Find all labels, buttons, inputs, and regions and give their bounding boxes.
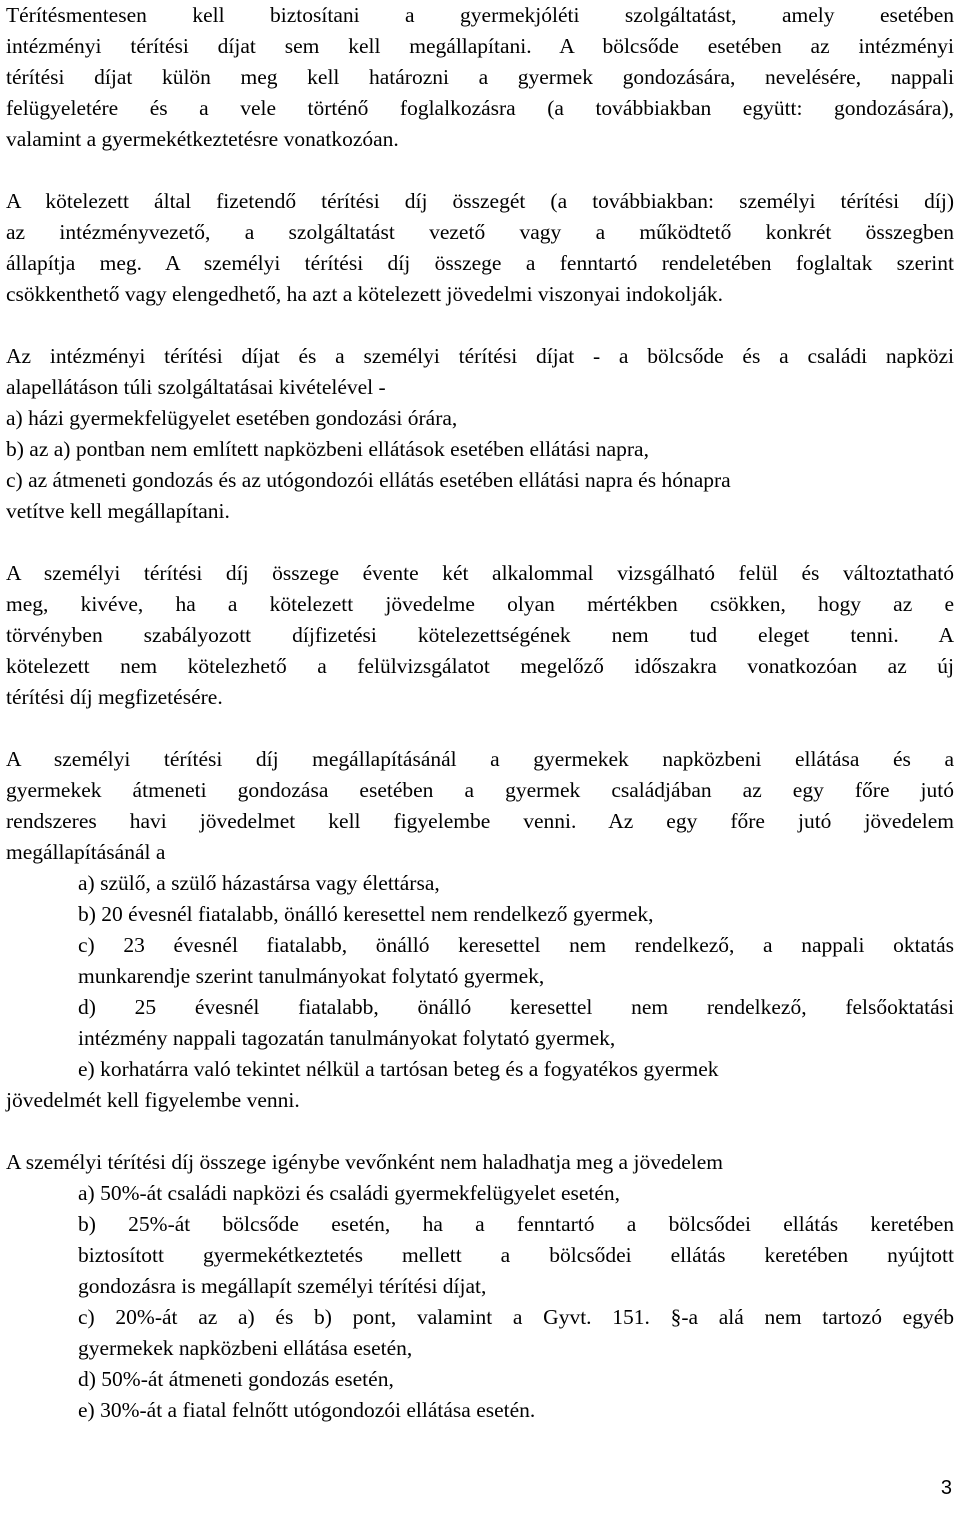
paragraph bbox=[6, 1147, 954, 1426]
text-line: biztosított gyermekétkeztetés mellett a bölcsődei ellátás keretében nyújtott bbox=[78, 1243, 954, 1267]
text-line: rendszeres havi jövedelmet kell figyelembe venni. Az egy főre jutó jövedelem bbox=[6, 809, 954, 833]
text-line: A személyi térítési díj összege igénybe vevőnként nem haladhatja meg a jövedelem bbox=[6, 1150, 724, 1174]
text-line: d) 50%-át átmeneti gondozás esetén, bbox=[78, 1367, 394, 1391]
text-line: Térítésmentesen kell biztosítani a gyermekjóléti szolgáltatást, amely esetében bbox=[6, 3, 954, 27]
page-number: 3 bbox=[940, 1477, 952, 1499]
text-line: intézményi térítési díjat sem kell megállapítani. A bölcsőde esetében az intézményi bbox=[6, 34, 954, 58]
text-line: d) 25 évesnél fiatalabb, önálló keresettel nem rendelkező, felsőoktatási bbox=[78, 995, 954, 1019]
text-line: c) 20%-át az a) és b) pont, valamint a Gyvt. 151. §-a alá nem tartozó egyéb bbox=[78, 1305, 954, 1329]
text-line: b) 20 évesnél fiatalabb, önálló keresettel nem rendelkező gyermek, bbox=[78, 902, 654, 926]
text-line: a) szülő, a szülő házastársa vagy élettársa, bbox=[78, 871, 440, 895]
text-line: alapellátáson túli szolgáltatásai kivételével - bbox=[6, 375, 386, 399]
text-line: e) 30%-át a fiatal felnőtt utógondozói ellátása esetén. bbox=[78, 1398, 536, 1422]
paragraph bbox=[6, 744, 954, 1116]
text-line: e) korhatárra való tekintet nélkül a tartósan beteg és a fogyatékos gyermek bbox=[78, 1057, 719, 1081]
text-line: térítési díjat külön meg kell határozni a gyermek gondozására, nevelésére, nappali bbox=[6, 65, 954, 89]
text-line: b) 25%-át bölcsőde esetén, ha a fenntartó a bölcsődei ellátás keretében bbox=[78, 1212, 954, 1236]
text-line: munkarendje szerint tanulmányokat folytató gyermek, bbox=[78, 964, 545, 988]
text-line: c) 23 évesnél fiatalabb, önálló keresettel nem rendelkező, a nappali oktatás bbox=[78, 933, 954, 957]
paragraph bbox=[6, 558, 954, 713]
text-line: állapítja meg. A személyi térítési díj összege a fenntartó rendeletében foglaltak szerint bbox=[6, 251, 954, 275]
text-line: jövedelmét kell figyelembe venni. bbox=[6, 1088, 300, 1112]
text-line: meg, kivéve, ha a kötelezett jövedelme olyan mértékben csökken, hogy az e bbox=[6, 592, 954, 616]
paragraph bbox=[6, 186, 954, 310]
text-line: A személyi térítési díj összege évente két alkalommal vizsgálható felül és változtatható bbox=[6, 561, 954, 585]
paragraph bbox=[6, 0, 954, 155]
text-line: törvényben szabályozott díjfizetési kötelezettségének nem tud eleget tenni. A bbox=[6, 623, 954, 647]
text-line: felügyeletére és a vele történő foglalkozásra (a továbbiakban együtt: gondozására), bbox=[6, 96, 954, 120]
text-line: gondozásra is megállapít személyi térítési díjat, bbox=[78, 1274, 487, 1298]
document-page bbox=[6, 0, 954, 1457]
text-line: csökkenthető vagy elengedhető, ha azt a kötelezett jövedelmi viszonyai indokolják. bbox=[6, 282, 724, 306]
text-line: gyermekek átmeneti gondozása esetében a gyermek családjában az egy főre jutó bbox=[6, 778, 954, 802]
text-line: vetítve kell megállapítani. bbox=[6, 499, 230, 523]
text-line: térítési díj megfizetésére. bbox=[6, 685, 223, 709]
text-line: megállapításánál a bbox=[6, 840, 166, 864]
text-line: Az intézményi térítési díjat és a személyi térítési díjat - a bölcsőde és a családi napközi bbox=[6, 344, 954, 368]
text-line: intézmény nappali tagozatán tanulmányokat folytató gyermek, bbox=[78, 1026, 616, 1050]
text-line: kötelezett nem kötelezhető a felülvizsgálatot megelőző időszakra vonatkozóan az új bbox=[6, 654, 954, 678]
text-line: b) az a) pontban nem említett napközbeni ellátások esetében ellátási napra, bbox=[6, 437, 649, 461]
text-line: a) házi gyermekfelügyelet esetében gondozási órára, bbox=[6, 406, 458, 430]
text-line: a) 50%-át családi napközi és családi gyermekfelügyelet esetén, bbox=[78, 1181, 621, 1205]
text-line: gyermekek napközbeni ellátása esetén, bbox=[78, 1336, 413, 1360]
text-line: valamint a gyermekétkeztetésre vonatkozóan. bbox=[6, 127, 399, 151]
paragraph bbox=[6, 341, 954, 527]
text-line: A személyi térítési díj megállapításánál a gyermekek napközbeni ellátása és a bbox=[6, 747, 954, 771]
text-line: A kötelezett által fizetendő térítési díj összegét (a továbbiakban: személyi térítési díj) bbox=[6, 189, 954, 213]
text-line: c) az átmeneti gondozás és az utógondozói ellátás esetében ellátási napra és hónapra bbox=[6, 468, 731, 492]
text-line: az intézményvezető, a szolgáltatást vezető vagy a működtető konkrét összegben bbox=[6, 220, 954, 244]
